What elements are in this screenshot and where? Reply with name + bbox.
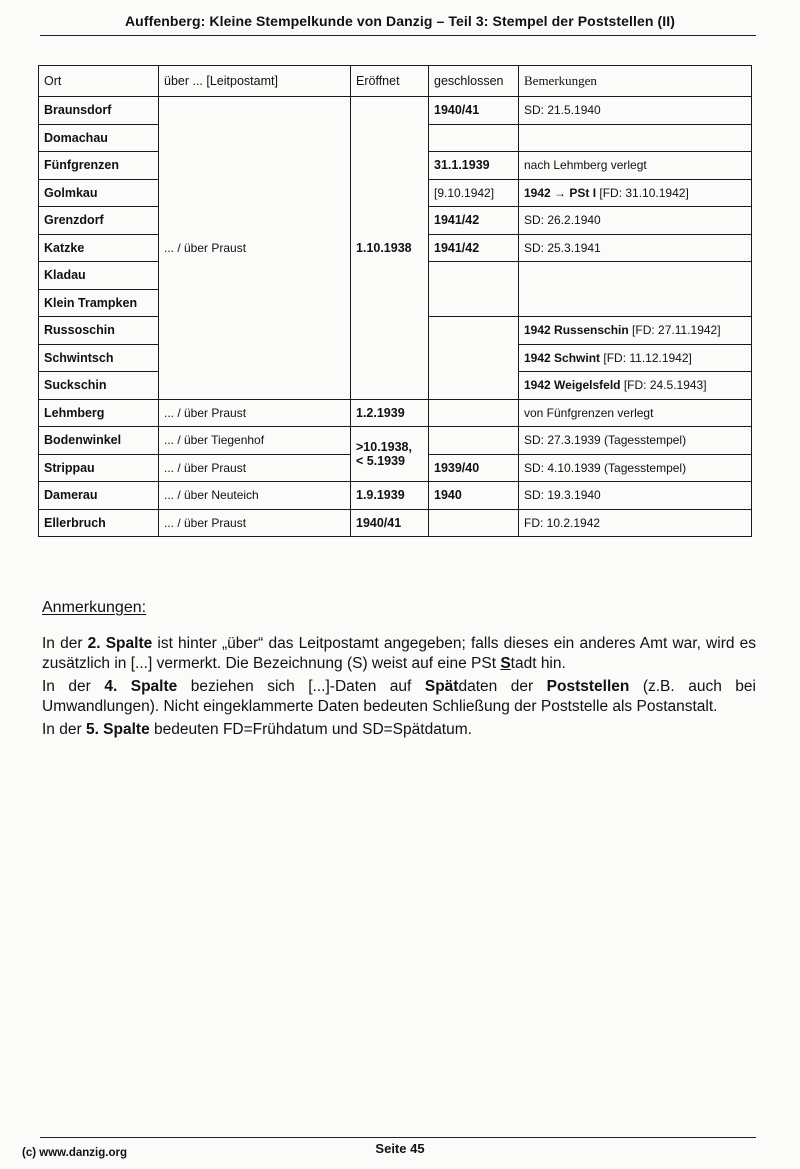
column-header-eroeffnet: Eröffnet: [351, 66, 429, 97]
note-paragraph: [42, 720, 756, 740]
note-emphasis: 2. Spalte: [87, 635, 153, 652]
geschlossen-cell: [429, 509, 519, 537]
ort-cell: Kladau: [39, 262, 159, 290]
bemerkung-cell: von Fünfgrenzen verlegt: [519, 399, 752, 427]
ueber-cell: ... / über Praust: [159, 399, 351, 427]
note-paragraph: [42, 677, 756, 716]
table-header-row: [39, 66, 752, 97]
bemerkung-cell: SD: 26.2.1940: [519, 207, 752, 235]
ort-cell: Golmkau: [39, 179, 159, 207]
geschlossen-cell: 1941/42: [429, 234, 519, 262]
geschlossen-cell: [9.10.1942]: [429, 179, 519, 207]
eroeffnet-cell: 1.2.1939: [351, 399, 429, 427]
geschlossen-cell: 1940: [429, 482, 519, 510]
bemerkung-cell: [519, 372, 752, 400]
bemerkung-text: [FD: 11.12.1942]: [600, 350, 692, 365]
geschlossen-cell: [429, 262, 519, 317]
bemerkung-cell: SD: 27.3.1939 (Tagesstempel): [519, 427, 752, 455]
note-emphasis: Spät: [424, 678, 459, 696]
bemerkung-cell: SD: 21.5.1940: [519, 97, 752, 125]
ort-cell: Schwintsch: [39, 344, 159, 372]
bemerkung-bold: 1942 Schwint: [524, 350, 601, 365]
geschlossen-cell: 1940/41: [429, 97, 519, 125]
column-header-ueber: über ... [Leitpostamt]: [159, 66, 351, 97]
note-text: In der: [42, 721, 86, 739]
ueber-cell: ... / über Tiegenhof: [159, 427, 351, 455]
note-text: daten der: [458, 678, 547, 696]
ort-cell: Damerau: [39, 482, 159, 510]
note-emphasis: 5. Spalte: [85, 721, 150, 739]
table-row: [39, 427, 752, 455]
eroeffnet-cell-shared: [351, 427, 429, 482]
column-header-ort: Ort: [39, 66, 159, 97]
note-text: ist hinter „über“ das Leitpostamt angegeben; falls dieses ein anderes Amt war, wird es zusätzlich in [...] vermerkt. Die Bezeichnung (S) weist auf eine PSt: [42, 635, 756, 672]
bemerkung-cell: [519, 262, 752, 317]
geschlossen-cell: [429, 427, 519, 455]
eroeffnet-line: < 5.1939: [356, 454, 406, 468]
bemerkung-bold: 1942 Weigelsfeld: [524, 378, 621, 393]
stamp-table: [38, 65, 752, 537]
bemerkung-cell: [519, 179, 752, 207]
geschlossen-cell: [429, 124, 519, 152]
note-text: In der: [42, 635, 88, 652]
ort-cell: Bodenwinkel: [39, 427, 159, 455]
note-text: bedeuten FD=Frühdatum und SD=Spätdatum.: [149, 721, 472, 739]
bemerkung-cell: SD: 4.10.1939 (Tagesstempel): [519, 454, 752, 482]
geschlossen-cell: [429, 317, 519, 400]
footer-copyright: (c) www.danzig.org: [22, 1147, 127, 1159]
geschlossen-cell: 31.1.1939: [429, 152, 519, 180]
geschlossen-cell: [429, 399, 519, 427]
bemerkung-cell: SD: 25.3.1941: [519, 234, 752, 262]
bemerkung-bold: 1942 Russenschin: [524, 323, 629, 338]
note-text: beziehen sich [...]-Daten auf: [177, 678, 425, 696]
column-header-geschlossen: geschlossen: [429, 66, 519, 97]
bemerkung-cell: [519, 124, 752, 152]
column-header-bemerkungen: Bemerkungen: [519, 66, 752, 97]
geschlossen-cell: 1939/40: [429, 454, 519, 482]
bemerkung-text: [FD: 24.5.1943]: [620, 378, 707, 393]
geschlossen-cell: 1941/42: [429, 207, 519, 235]
ort-cell: Suckschin: [39, 372, 159, 400]
bemerkung-bold: 1942 → PSt I: [524, 185, 597, 200]
page-title: Auffenberg: Kleine Stempelkunde von Danzig – Teil 3: Stempel der Poststellen (II): [124, 13, 676, 29]
bemerkung-cell: FD: 10.2.1942: [519, 509, 752, 537]
table-row: [39, 509, 752, 537]
bemerkung-cell: nach Lehmberg verlegt: [519, 152, 752, 180]
note-text: tadt hin.: [510, 654, 566, 672]
note-emphasis: Poststellen: [546, 678, 630, 696]
bemerkung-cell: [519, 317, 752, 345]
table-row: [39, 97, 752, 125]
ort-cell: Lehmberg: [39, 399, 159, 427]
eroeffnet-cell: 1940/41: [351, 509, 429, 537]
note-paragraph: [42, 634, 756, 673]
bemerkung-text: [FD: 31.10.1942]: [596, 185, 689, 200]
ort-cell: Grenzdorf: [39, 207, 159, 235]
note-emphasis: S: [500, 654, 511, 672]
eroeffnet-cell-group: 1.10.1938: [351, 97, 429, 400]
ueber-cell-group: ... / über Praust: [159, 97, 351, 400]
notes-body: [42, 634, 756, 744]
note-emphasis: 4. Spalte: [104, 678, 178, 696]
ort-cell: Domachau: [39, 124, 159, 152]
header-divider: [40, 35, 756, 36]
ort-cell: Klein Trampken: [39, 289, 159, 317]
page-number: Seite 45: [375, 1141, 425, 1156]
ort-cell: Russoschin: [39, 317, 159, 345]
ort-cell: Braunsdorf: [39, 97, 159, 125]
bemerkung-cell: [519, 344, 752, 372]
ueber-cell: ... / über Praust: [159, 509, 351, 537]
ort-cell: Strippau: [39, 454, 159, 482]
eroeffnet-cell: 1.9.1939: [351, 482, 429, 510]
bemerkung-text: [FD: 27.11.1942]: [628, 323, 721, 338]
ort-cell: Katzke: [39, 234, 159, 262]
notes-heading: Anmerkungen:: [42, 599, 147, 616]
eroeffnet-line: >10.1938,: [356, 440, 412, 454]
table-row: [39, 399, 752, 427]
ort-cell: Ellerbruch: [39, 509, 159, 537]
table-row: [39, 482, 752, 510]
bemerkung-cell: SD: 19.3.1940: [519, 482, 752, 510]
footer-divider: [40, 1137, 756, 1138]
note-text: In der: [42, 678, 105, 696]
ort-cell: Fünfgrenzen: [39, 152, 159, 180]
ueber-cell: ... / über Praust: [159, 454, 351, 482]
note-text: (z.B. auch bei Umwandlungen). Nicht eingeklammerte Daten bedeuten Schließung der Poststelle als Postanstalt.: [42, 678, 756, 715]
ueber-cell: ... / über Neuteich: [159, 482, 351, 510]
